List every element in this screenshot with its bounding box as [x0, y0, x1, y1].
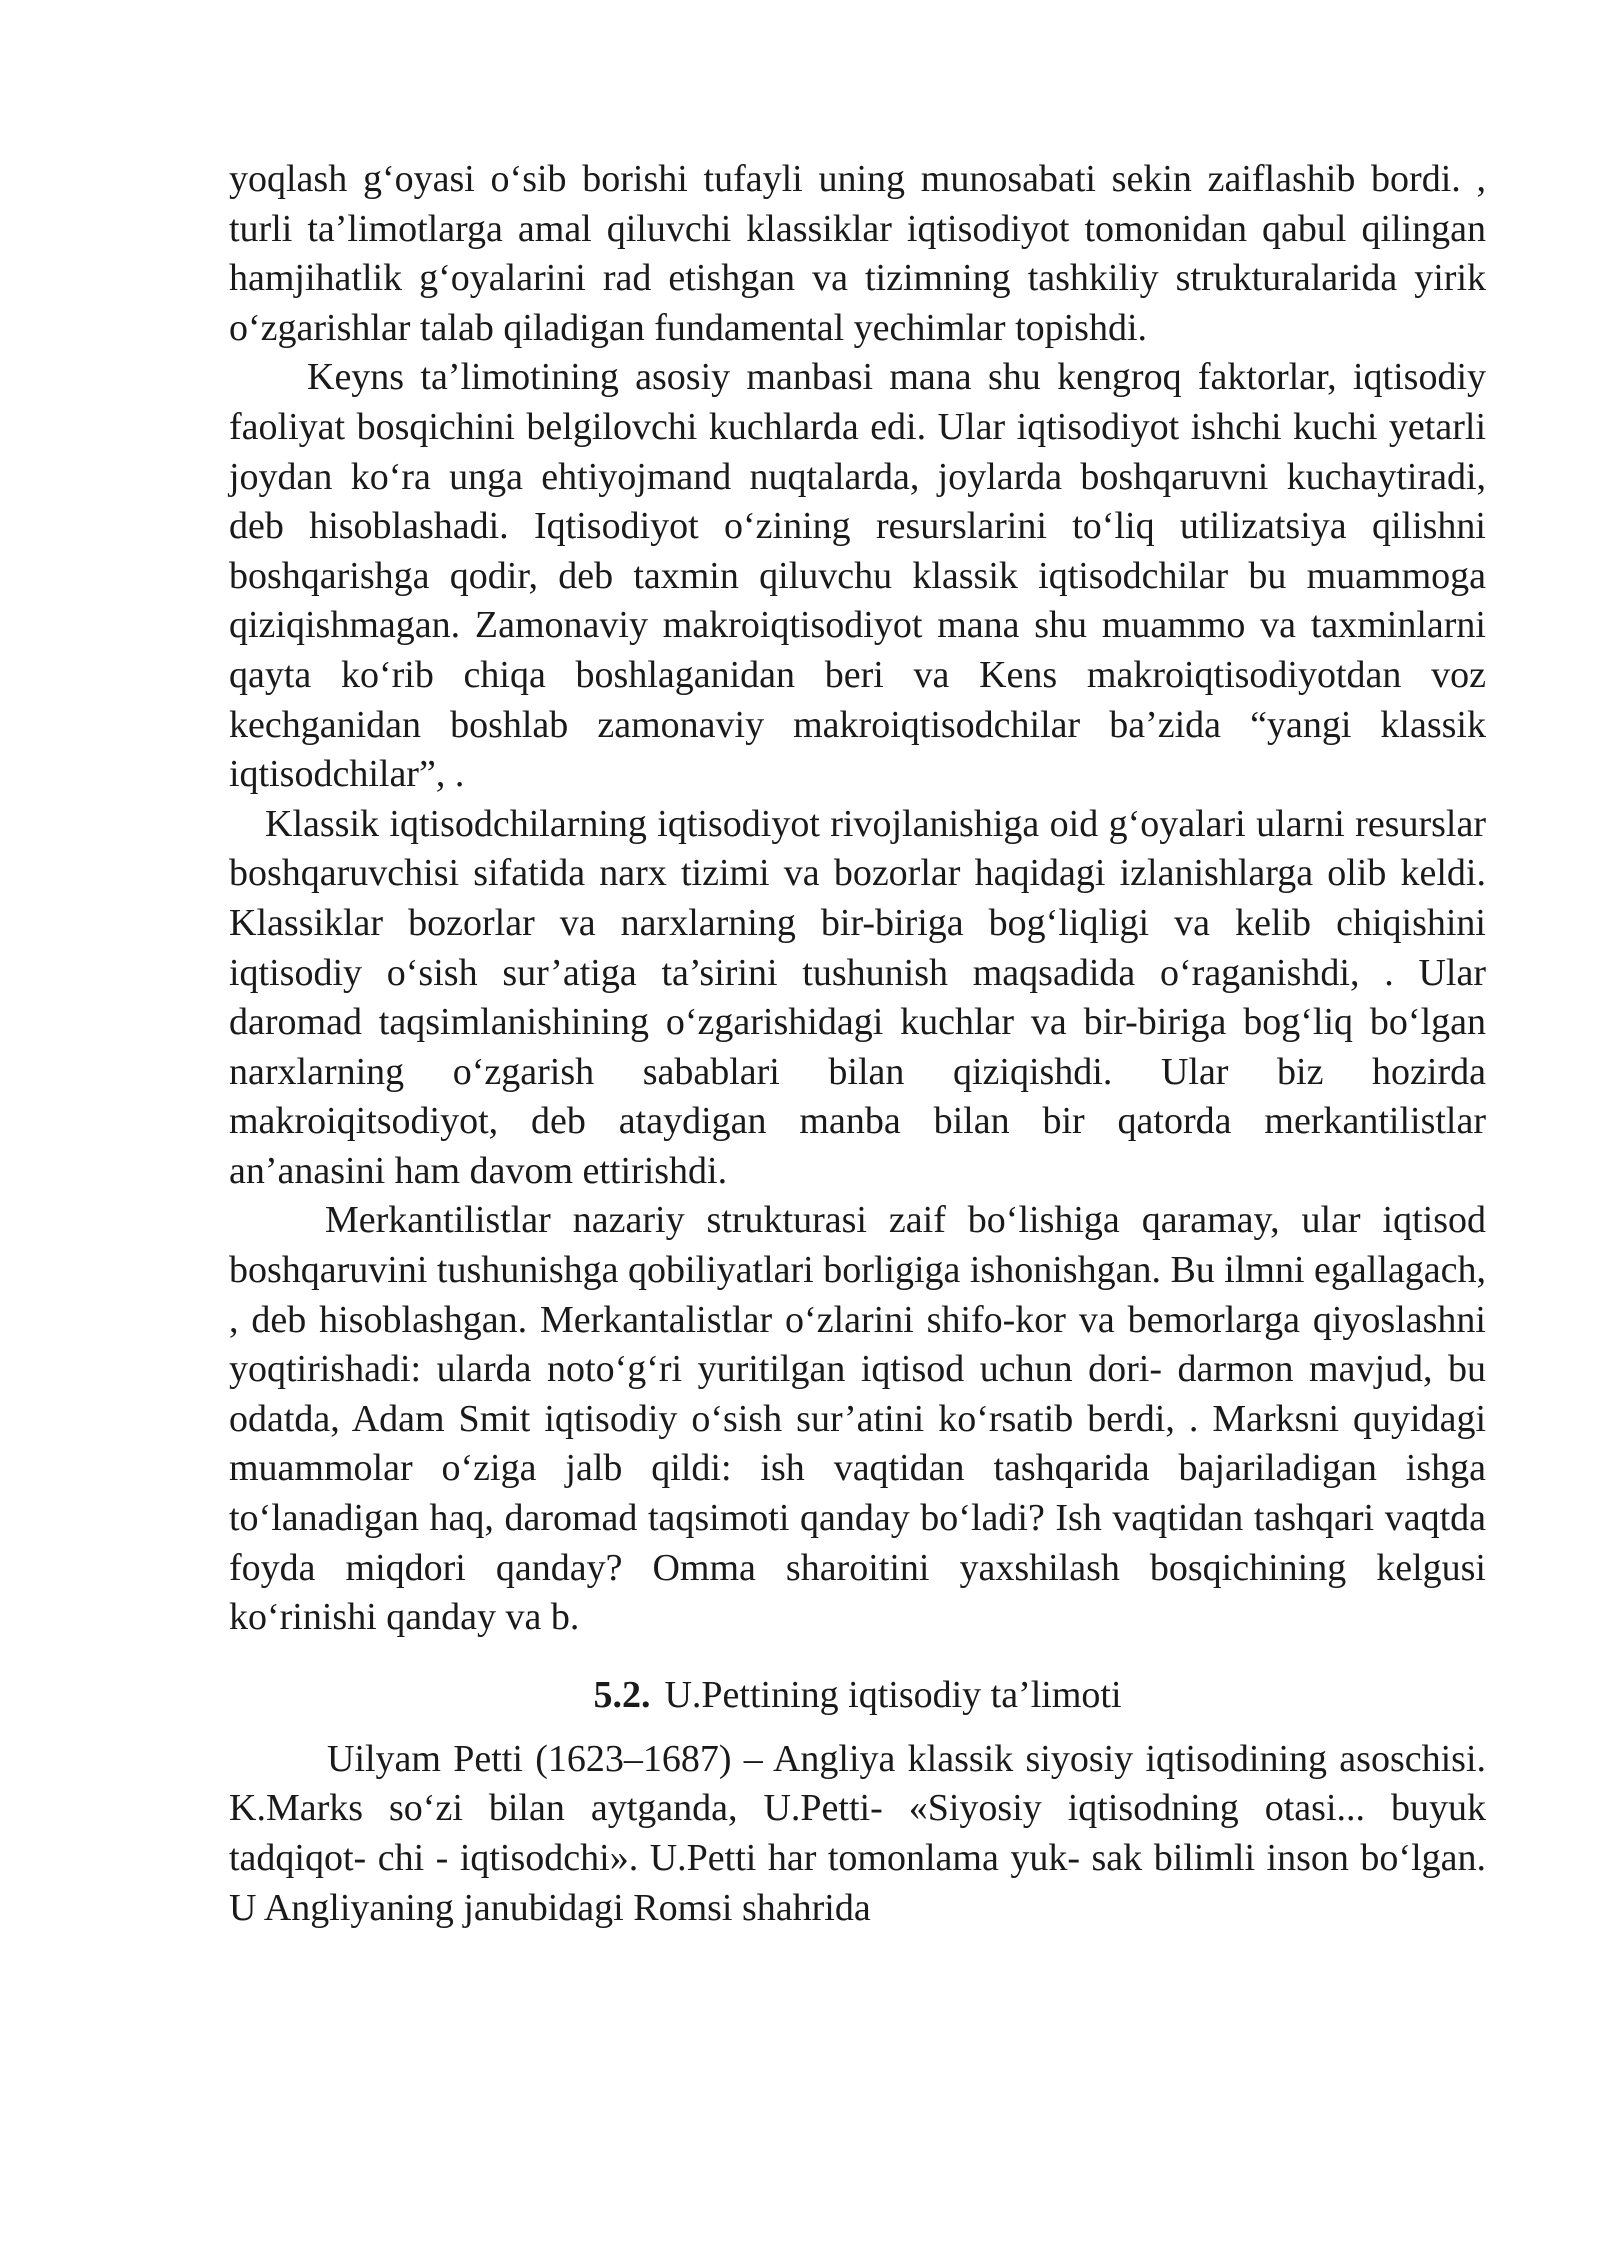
section-title: U.Pettining iqtisodiy ta’limoti — [664, 1673, 1122, 1716]
document-page — [229, 155, 1486, 1933]
paragraph-1: yoqlash g‘oyasi o‘sib borishi tufayli uning munosabati sekin zaiflashib bordi. , turli ta’limotlarga amal qiluvchi klassiklar iqtisodiyot tomonidan qabul qilingan hamjihatlik g‘oyalarini rad etishgan va tizimning tashkiliy strukturalarida yirik o‘zgarishlar talab qiladigan fundamental yechimlar topishdi. — [229, 158, 1486, 349]
section-heading — [229, 1669, 1486, 1721]
paragraph-3: Klassik iqtisodchilarning iqtisodiyot rivojlanishiga oid g‘oyalari ularni resurslar boshqaruvchisi sifatida narx tizimi va bozorlar haqidagi izlanishlarga olib keldi. Klassiklar bozorlar va narxlarning bir-biriga bog‘liqligi va kelib chiqishini iqtisodiy o‘sish sur’atiga ta’sirini tushunish maqsadida o‘raganishdi, . Ular daromad taqsimlanishining o‘zgarishidagi kuchlar va bir-biriga bog‘liq bo‘lgan narxlarning o‘zgarish sabablari bilan qiziqishdi. Ular biz hozirda makroiqitsodiyot, deb ataydigan manba bilan bir qatorda merkantilistlar an’anasini ham davom ettirishdi. — [229, 802, 1486, 1192]
paragraph-2: Keyns ta’limotining asosiy manbasi mana shu kengroq faktorlar, iqtisodiy faoliyat bosqichini belgilovchi kuchlarda edi. Ular iqtisodiyot ishchi kuchi yetarli joydan ko‘ra unga ehtiyojmand nuqtalarda, joylarda boshqaruvni kuchaytiradi, deb hisoblashadi. Iqtisodiyot o‘zining resurslarini to‘liq utilizatsiya qilishni boshqarishga qodir, deb taxmin qiluvchu klassik iqtisodchilar bu muammoga qiziqishmagan. Zamonaviy makroiqtisodiyot mana shu muammo va taxminlarni qayta ko‘rib chiqa boshlaganidan beri va Kens makroiqtisodiyotdan voz kechganidan boshlab zamonaviy makroiqtisodchilar ba’zida “yangi klassik iqtisodchilar”, . — [229, 356, 1486, 796]
paragraph-4: Merkantilistlar nazariy strukturasi zaif bo‘lishiga qaramay, ular iqtisod boshqaruvini tushunishga qobiliyatlari borligiga ishonishgan. Bu ilmni egallagach, , deb hisoblashgan. Merkantalistlar o‘zlarini shifo-kor va bemorlarga qiyoslashni yoqtirishadi: ularda noto‘g‘ri yuritilgan iqtisod uchun dori- darmon mavjud, bu odatda, Adam Smit iqtisodiy o‘sish sur’atini ko‘rsatib berdi, . Marksni quyidagi muammolar o‘ziga jalb qildi: ish vaqtidan tashqarida bajariladigan ishga to‘lanadigan haq, daromad taqsimoti qanday bo‘ladi? Ish vaqtidan tashqari vaqtda foyda miqdori qanday? Omma sharoitini yaxshilash bosqichining kelgusi ko‘rinishi qanday va b. — [229, 1199, 1486, 1639]
section-number: 5.2. — [593, 1673, 651, 1716]
section-paragraph: Uilyam Petti (1623–1687) – Angliya klassik siyosiy iqtisodining asoschisi. K.Marks so‘zi bilan aytganda, U.Petti- «Siyosiy iqtisodning otasi... buyuk tadqiqot- chi - iqtisodchi». U.Petti har tomonlama yuk- sak bilimli inson bo‘lgan. U Angliyaning janubidagi Romsi shahrida — [229, 1737, 1486, 1929]
